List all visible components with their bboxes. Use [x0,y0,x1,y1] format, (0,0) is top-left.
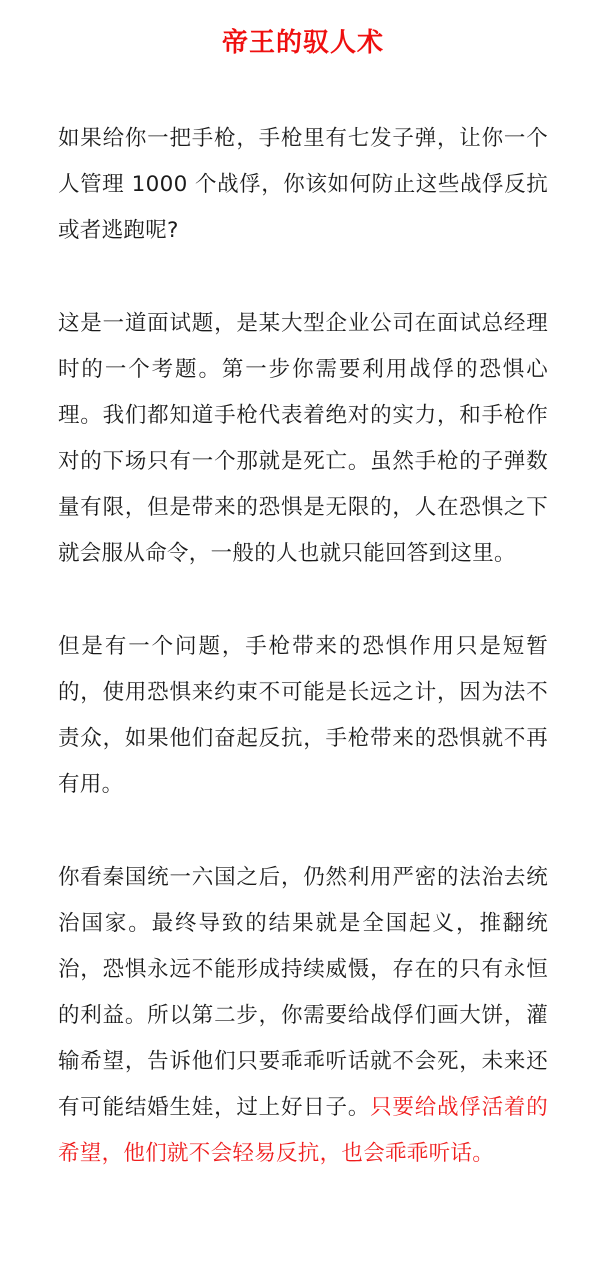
paragraph-4-highlight: 只要给战俘活着的希望，他们就不会轻易反抗，也会乖乖听话。 [58,1095,549,1166]
paragraph-3: 但是有一个问题，手枪带来的恐惧作用只是短暂的，使用恐惧来约束不可能是长远之计，因为法不责众，如果他们奋起反抗，手枪带来的恐惧就不再有用。 [58,634,548,797]
paragraph-4-text: 你看秦国统一六国之后，仍然利用严密的法治去统治国家。最终导致的结果就是全国起义，推翻统治，恐惧永远不能形成持续威慑，存在的只有永恒的利益。所以第二步，你需要给战俘们画大饼，灌输希望，告诉他们只要乖乖听话就不会死，未来还有可能结婚生娃，过上好日子。 [58,865,548,1120]
paragraph-1: 如果给你一把手枪，手枪里有七发子弹，让你一个人管理 1000 个战俘，你该如何防止这些战俘反抗或者逃跑呢? [58,126,548,243]
paragraph-4 [58,855,548,1177]
article-title: 帝王的驭人术 [221,28,384,58]
paragraph-2: 这是一道面试题，是某大型企业公司在面试总经理时的一个考题。第一步你需要利用战俘的恐惧心理。我们都知道手枪代表着绝对的实力，和手枪作对的下场只有一个那就是死亡。虽然手枪的子弹数量有限，但是带来的恐惧是无限的，人在恐惧之下就会服从命令，一般的人也就只能回答到这里。 [58,311,548,566]
